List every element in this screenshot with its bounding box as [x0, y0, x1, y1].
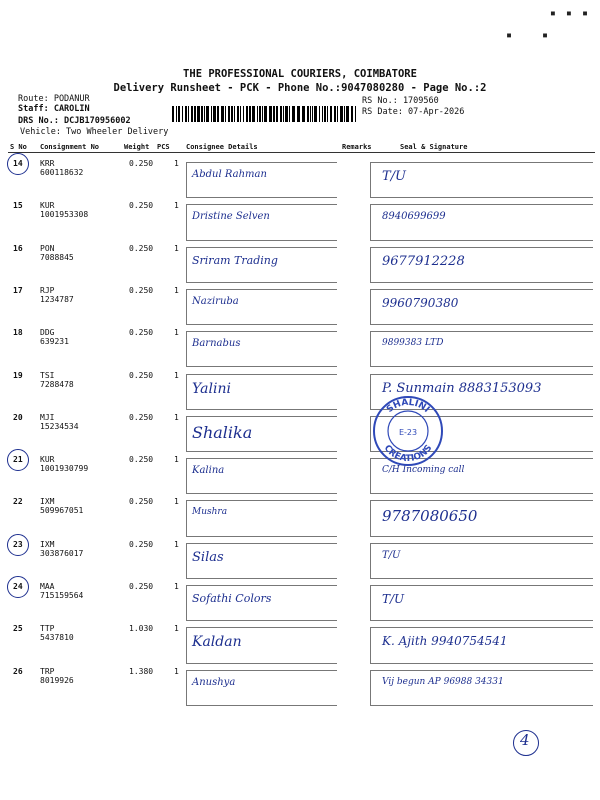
row-consignee-handwriting: Dristine Selven	[192, 211, 270, 223]
signature-box	[370, 331, 593, 367]
row-sno: 15	[13, 201, 23, 211]
col-seal: Seal & Signature	[400, 143, 468, 151]
row-pcs: 1	[174, 201, 179, 211]
row-signature-handwriting: K. Ajith 9940754541	[382, 634, 508, 649]
barcode-bar	[228, 106, 230, 122]
barcode-bar	[262, 106, 263, 122]
barcode-bar	[327, 106, 328, 122]
barcode-bar	[289, 106, 290, 122]
row-weight: 0.250	[129, 159, 154, 168]
header-rule	[8, 152, 595, 153]
barcode-bar	[310, 106, 311, 122]
row-pcs: 1	[174, 624, 179, 634]
row-consignee-handwriting: Sofathi Colors	[192, 592, 272, 605]
row-signature-handwriting: 9960790380	[382, 295, 459, 310]
row-consignee-handwriting: Mushra	[192, 507, 228, 518]
row-consignee-handwriting: Kalina	[192, 465, 225, 477]
barcode-bar	[297, 106, 300, 122]
row-pcs: 1	[174, 243, 179, 253]
consignee-box	[186, 458, 337, 494]
rs-date: RS Date: 07-Apr-2026	[362, 107, 465, 117]
row-consignee-handwriting: Kaldan	[192, 634, 242, 651]
consignee-box	[186, 500, 337, 536]
row-sno: 18	[13, 328, 23, 338]
barcode-bar	[206, 106, 209, 122]
row-pcs: 1	[174, 582, 179, 591]
row-sno: 19	[13, 370, 23, 380]
row-weight: 0.250	[129, 243, 154, 253]
staff-label: Staff: CAROLIN	[18, 104, 90, 114]
row-signature-handwriting: C/H Incoming call	[382, 465, 465, 476]
row-sno: 25	[13, 624, 23, 634]
barcode-bar	[240, 106, 241, 122]
barcode-bar	[319, 106, 320, 122]
barcode-bar	[194, 106, 196, 122]
barcode-bar	[264, 106, 267, 122]
row-signature-handwriting: 9677912228	[382, 253, 465, 269]
corner-dots-2: ▪ ▪	[505, 30, 560, 41]
barcode-bar	[172, 106, 174, 122]
barcode-bar	[259, 106, 261, 122]
row-sno: 21	[13, 455, 23, 465]
vehicle-label: Vehicle: Two Wheeler Delivery	[20, 127, 169, 137]
row-sno: 24	[13, 582, 23, 591]
row-pcs: 1	[174, 666, 179, 676]
row-consignment: TRP 8019926	[40, 666, 74, 685]
row-weight: 1.030	[129, 624, 154, 634]
row-weight: 1.380	[129, 666, 154, 676]
rs-number: RS No.: 1709560	[362, 96, 439, 106]
signature-box	[370, 543, 593, 579]
row-signature-handwriting: 8940699699	[382, 211, 446, 223]
barcode-bar	[188, 106, 189, 122]
row-signature-handwriting: T/U	[382, 549, 401, 561]
consignee-box	[186, 289, 337, 325]
barcode-bar	[234, 106, 235, 122]
row-consignment: KRR 600118632	[40, 159, 84, 177]
row-pcs: 1	[174, 497, 179, 507]
barcode-bar	[292, 106, 295, 122]
row-weight: 0.250	[129, 582, 154, 591]
company-title: THE PROFESSIONAL COURIERS, COIMBATORE	[183, 68, 417, 80]
row-weight: 0.250	[129, 497, 154, 507]
row-signature-handwriting: 9899383 LTD	[382, 338, 444, 349]
row-sno: 16	[13, 243, 23, 253]
row-consignee-handwriting: Yalini	[192, 380, 231, 397]
stamp-bottom-text: CREATIONS	[381, 443, 435, 465]
stamp-top-text: SHALINI	[385, 397, 432, 415]
barcode-bar	[355, 106, 356, 122]
barcode-bar	[346, 106, 349, 122]
col-consignment: Consignment No	[40, 143, 100, 151]
page-count-hand: 4	[520, 731, 530, 749]
row-signature-handwriting: T/U	[382, 169, 407, 184]
barcode-bar	[324, 106, 326, 122]
row-weight: 0.250	[129, 539, 154, 549]
barcode-bar	[337, 106, 338, 122]
company-stamp	[372, 395, 444, 467]
sno-circle-mark	[7, 449, 29, 471]
row-sno: 14	[13, 159, 23, 168]
row-sno: 17	[13, 285, 23, 295]
barcode-bar	[257, 106, 258, 122]
row-pcs: 1	[174, 370, 179, 380]
row-consignee-handwriting: Abdul Rahman	[192, 169, 267, 180]
row-weight: 0.250	[129, 455, 154, 465]
row-signature-handwriting: Vij begun AP 96988 34331	[382, 676, 504, 687]
signature-box	[370, 670, 593, 706]
row-consignment: MJI 15234534	[40, 412, 79, 431]
col-sno: S No	[10, 143, 27, 151]
row-weight: 0.250	[129, 412, 154, 422]
barcode-bar	[249, 106, 251, 122]
barcode-bar	[243, 106, 244, 122]
barcode-bar	[276, 106, 278, 122]
consignee-box	[186, 670, 337, 706]
consignee-box	[186, 204, 337, 240]
col-weight: Weight	[124, 143, 150, 151]
barcode-bar	[312, 106, 313, 122]
row-consignment: MAA 715159564	[40, 582, 84, 600]
row-consignee-handwriting: Silas	[192, 549, 224, 565]
row-pcs: 1	[174, 455, 179, 465]
barcode-bar	[237, 106, 239, 122]
col-remarks: Remarks	[342, 143, 372, 151]
barcode	[172, 106, 357, 122]
row-consignee-handwriting: Shalika	[192, 422, 253, 442]
row-consignee-handwriting: Naziruba	[192, 295, 239, 307]
row-weight: 0.250	[129, 285, 154, 295]
row-pcs: 1	[174, 285, 179, 295]
corner-dots: ▪ ▪ ▪	[549, 8, 590, 19]
row-consignee-handwriting: Barnabus	[192, 338, 241, 350]
row-signature-handwriting: T/U	[382, 592, 405, 606]
barcode-bar	[334, 106, 336, 122]
row-consignment: TTP 5437810	[40, 624, 74, 643]
row-sno: 23	[13, 539, 23, 549]
row-consignment: KUR 1001953308	[40, 201, 89, 220]
barcode-bar	[197, 106, 200, 122]
barcode-bar	[201, 106, 203, 122]
row-consignment: TSI 7288478	[40, 370, 74, 389]
barcode-bar	[221, 106, 224, 122]
row-pcs: 1	[174, 159, 179, 168]
row-consignment: IXM 509967051	[40, 497, 84, 516]
row-weight: 0.250	[129, 370, 154, 380]
consignee-box	[186, 162, 337, 198]
col-pcs: PCS	[157, 143, 170, 151]
row-pcs: 1	[174, 328, 179, 338]
barcode-bar	[330, 106, 332, 122]
row-sno: 26	[13, 666, 23, 676]
barcode-bar	[314, 106, 317, 122]
barcode-bar	[280, 106, 282, 122]
barcode-bar	[322, 106, 323, 122]
row-consignee-handwriting: Anushya	[192, 676, 236, 688]
col-consignee: Consignee Details	[186, 143, 258, 151]
row-consignment: RJP 1234787	[40, 285, 74, 304]
barcode-bar	[231, 106, 233, 122]
sno-circle-mark	[7, 534, 29, 556]
row-signature-handwriting: P. Sunmain 8883153093	[382, 380, 542, 396]
row-consignment: KUR 1001930799	[40, 455, 89, 474]
row-consignment: IXM 303876017	[40, 539, 84, 558]
row-consignment: DDG 639231	[40, 328, 69, 347]
row-sno: 22	[13, 497, 23, 507]
barcode-bar	[191, 106, 193, 122]
barcode-bar	[273, 106, 275, 122]
barcode-bar	[182, 106, 183, 122]
row-pcs: 1	[174, 412, 179, 422]
barcode-bar	[252, 106, 255, 122]
row-sno: 20	[13, 412, 23, 422]
barcode-bar	[217, 106, 219, 122]
barcode-bar	[213, 106, 216, 122]
runsheet-title: Delivery Runsheet - PCK - Phone No.:9047080280 - Page No.:2	[113, 82, 487, 94]
row-weight: 0.250	[129, 201, 154, 211]
barcode-bar	[185, 106, 187, 122]
row-consignment: PON 7088845	[40, 243, 74, 262]
consignee-box	[186, 331, 337, 367]
row-consignee-handwriting: Sriram Trading	[192, 253, 278, 267]
barcode-bar	[283, 106, 284, 122]
row-pcs: 1	[174, 539, 179, 549]
barcode-bar	[344, 106, 345, 122]
barcode-bar	[285, 106, 288, 122]
stamp-middle: E-23	[398, 428, 418, 437]
route-label: Route: PODANUR	[18, 94, 90, 104]
row-weight: 0.250	[129, 328, 154, 338]
signature-box	[370, 204, 593, 240]
barcode-bar	[307, 106, 309, 122]
barcode-bar	[176, 106, 177, 122]
barcode-bar	[269, 106, 272, 122]
barcode-bar	[351, 106, 353, 122]
barcode-bar	[246, 106, 248, 122]
drs-label: DRS No.: DCJB170956002	[18, 116, 131, 126]
barcode-bar	[178, 106, 180, 122]
sno-circle-mark	[7, 576, 29, 598]
row-signature-handwriting: 9787080650	[382, 507, 478, 526]
sno-circle-mark	[7, 153, 29, 175]
barcode-bar	[340, 106, 343, 122]
barcode-bar	[204, 106, 205, 122]
barcode-bar	[302, 106, 305, 122]
barcode-bar	[225, 106, 226, 122]
barcode-bar	[211, 106, 212, 122]
